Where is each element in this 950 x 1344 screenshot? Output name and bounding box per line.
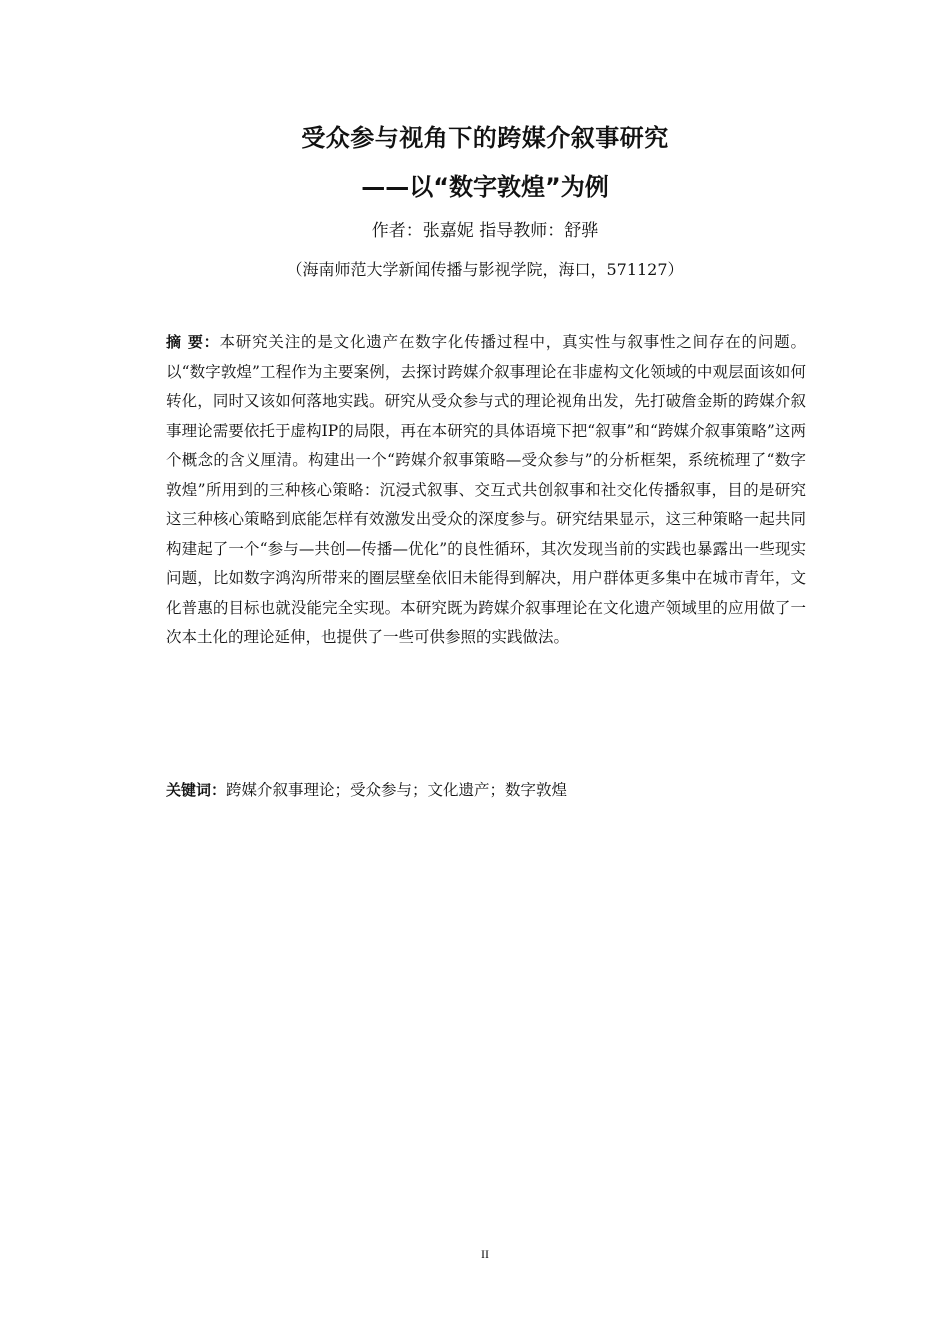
keywords-paragraph [166,776,806,806]
abstract-label: 摘 要： [166,333,220,351]
abstract-paragraph [166,328,806,653]
paper-subtitle: ——以“数字敦煌”为例 [361,173,609,201]
paper-title: 受众参与视角下的跨媒介叙事研究 [301,124,669,152]
keywords-label: 关键词： [166,781,227,799]
page-number: II [481,1247,489,1261]
keywords-text: 跨媒介叙事理论；受众参与；文化遗产；数字敦煌 [226,781,568,799]
author-line: 作者：张嘉妮 指导教师：舒骅 [371,221,599,241]
affiliation-line: （海南师范大学新闻传播与影视学院，海口，571127） [286,260,684,279]
abstract-text: 本研究关注的是文化遗产在数字化传播过程中，真实性与叙事性之间存在的问题。以“数字敦煌”工程作为主要案例，去探讨跨媒介叙事理论在非虚构文化领域的中观层面该如何转化，同时又该如何落地实践。研究从受众参与式的理论视角出发，先打破詹金斯的跨媒介叙事理论需要依托于虚构IP的局限，再在本研究的具体语境下把“叙事”和“跨媒介叙事策略”这两个概念的含义厘清。构建出一个“跨媒介叙事策略—受众参与”的分析框架，系统梳理了“数字敦煌”所用到的三种核心策略：沉浸式叙事、交互式共创叙事和社交化传播叙事，目的是研究这三种核心策略到底能怎样有效激发出受众的深度参与。研究结果显示，这三种策略一起共同构建起了一个“参与—共创—传播—优化”的良性循环，其次发现当前的实践也暴露出一些现实问题，比如数字鸿沟所带来的圈层壁垒依旧未能得到解决，用户群体更多集中在城市青年，文化普惠的目标也就没能完全实现。本研究既为跨媒介叙事理论在文化遗产领域里的应用做了一次本土化的理论延伸，也提供了一些可供参照的实践做法。 [166,333,806,646]
